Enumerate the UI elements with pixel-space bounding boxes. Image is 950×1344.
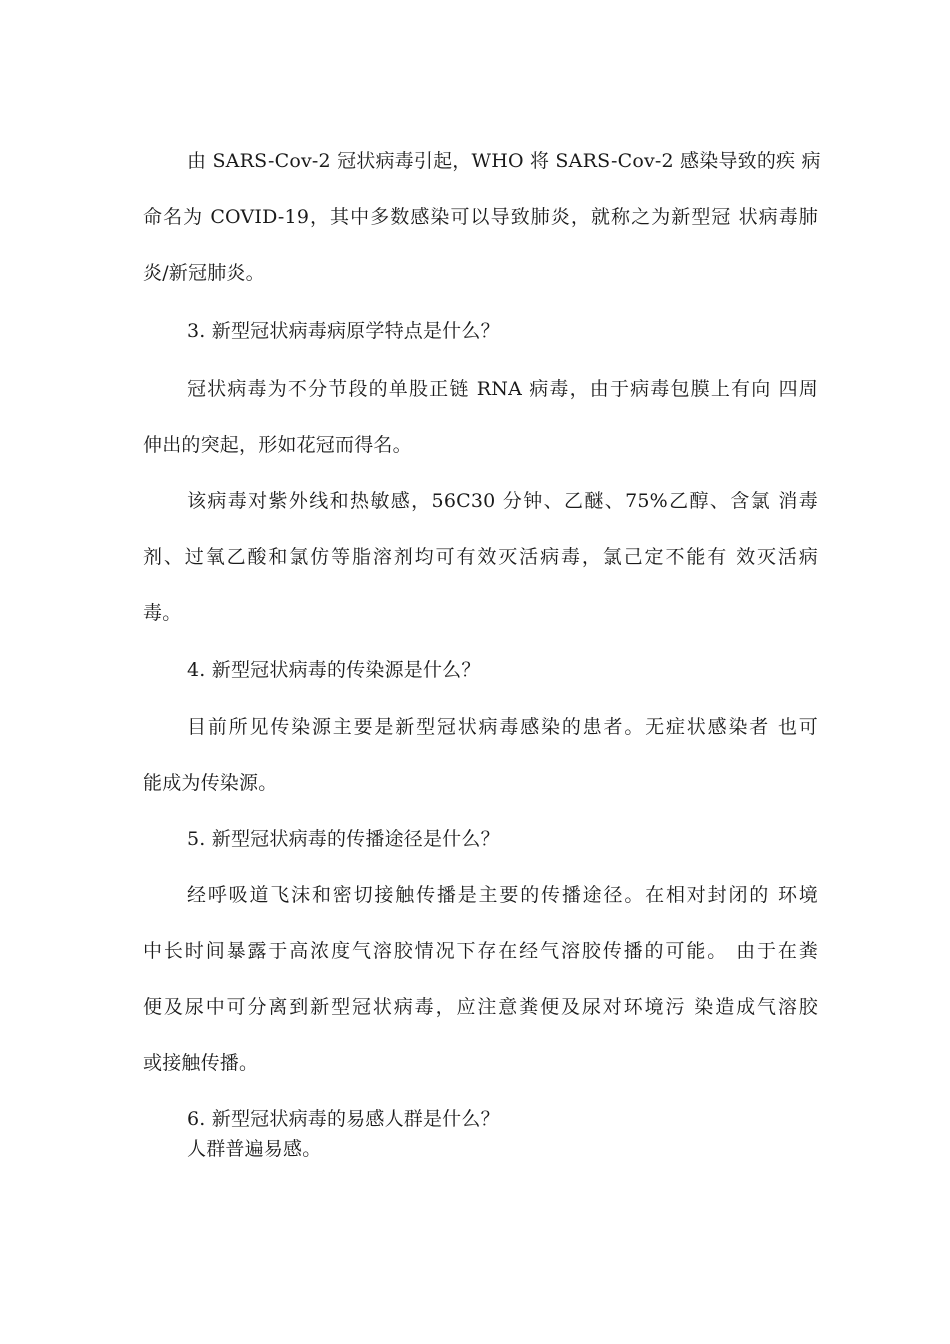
paragraph-line: 能成为传染源。 [143, 772, 278, 794]
paragraph-line: 该病毒对紫外线和热敏感，56C30 分钟、乙醚、75%乙醇、含氯 消毒 [187, 490, 818, 512]
section-heading: 4. 新型冠状病毒的传染源是什么？ [187, 659, 481, 681]
paragraph-line: 伸出的突起，形如花冠而得名。 [143, 434, 412, 456]
paragraph-line: 炎/新冠肺炎。 [143, 262, 265, 284]
paragraph-line: 目前所见传染源主要是新型冠状病毒感染的患者。无症状感染者 也可 [187, 716, 818, 738]
paragraph-line: 毒。 [143, 602, 182, 624]
paragraph-line: 中长时间暴露于高浓度气溶胶情况下存在经气溶胶传播的可能。 由于在粪 [143, 940, 818, 962]
paragraph-line: 命名为 COVID-19，其中多数感染可以导致肺炎，就称之为新型冠 状病毒肺 [143, 206, 818, 228]
section-heading: 5. 新型冠状病毒的传播途径是什么？ [187, 828, 500, 850]
paragraph-line: 便及尿中可分离到新型冠状病毒，应注意粪便及尿对环境污 染造成气溶胶 [143, 996, 818, 1018]
paragraph-line: 由 SARS-Cov-2 冠状病毒引起，WHO 将 SARS-Cov-2 感染导致的疾 病 [187, 150, 821, 172]
section-heading: 6. 新型冠状病毒的易感人群是什么？ [187, 1108, 500, 1130]
paragraph-line: 人群普遍易感。 [187, 1138, 322, 1160]
paragraph-line: 剂、过氧乙酸和氯仿等脂溶剂均可有效灭活病毒，氯己定不能有 效灭活病 [143, 546, 818, 568]
section-heading: 3. 新型冠状病毒病原学特点是什么？ [187, 320, 500, 342]
paragraph-line: 或接触传播。 [143, 1052, 259, 1074]
paragraph-line: 经呼吸道飞沫和密切接触传播是主要的传播途径。在相对封闭的 环境 [187, 884, 818, 906]
paragraph-line: 冠状病毒为不分节段的单股正链 RNA 病毒，由于病毒包膜上有向 四周 [187, 378, 818, 400]
